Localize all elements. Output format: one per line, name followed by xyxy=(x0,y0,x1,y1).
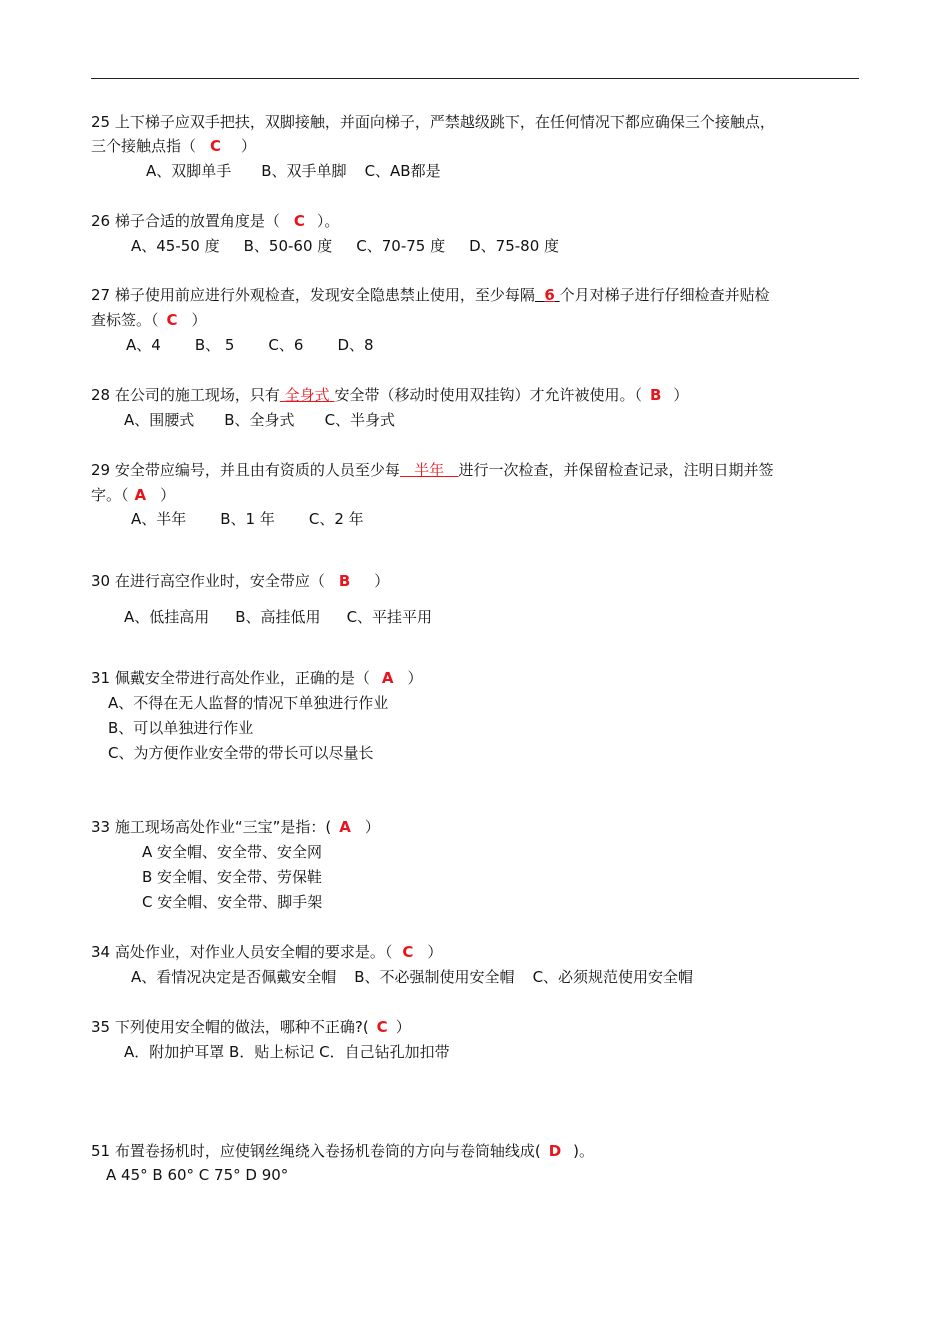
header-rule xyxy=(91,78,859,79)
q26-text: 26 梯子合适的放置角度是（ C ）。 xyxy=(91,212,340,230)
q25-answer: C xyxy=(210,137,222,155)
q29-options: A、半年 B、1 年 C、2 年 xyxy=(131,510,364,528)
q29-answer: A xyxy=(134,486,147,504)
q35-answer: C xyxy=(376,1018,388,1036)
q30-text: 30 在进行高空作业时，安全带应（ B ） xyxy=(91,572,390,590)
q33-text: 33 施工现场高处作业“三宝”是指：( A ） xyxy=(91,818,380,836)
q27-blank: 6 xyxy=(544,286,555,304)
q33-option-a: A 安全帽、安全带、安全网 xyxy=(142,843,323,861)
q31-answer: A xyxy=(381,669,394,687)
q33-option-c: C 安全帽、安全带、脚手架 xyxy=(142,893,323,911)
q51-options: A 45° B 60° C 75° D 90° xyxy=(106,1166,289,1184)
q27-options: A、4 B、 5 C、6 D、8 xyxy=(126,336,374,354)
q29-text-line1: 29 安全带应编号，并且由有资质的人员至少每 半年 进行一次检查，并保留检查记录，注明日期并签 xyxy=(91,461,774,479)
q25-options: A、双脚单手 B、双手单脚 C、AB都是 xyxy=(146,162,441,180)
q51-answer: D xyxy=(548,1142,562,1160)
q30-answer: B xyxy=(338,572,351,590)
q28-options: A、围腰式 B、全身式 C、半身式 xyxy=(124,411,396,429)
q31-option-a: A、不得在无人监督的情况下单独进行作业 xyxy=(108,694,389,712)
q29-blank: 半年 xyxy=(414,461,445,479)
q26-answer: C xyxy=(293,212,305,230)
q31-option-b: B、可以单独进行作业 xyxy=(108,719,254,737)
q28-text: 28 在公司的施工现场，只有 全身式 安全带（移动时使用双挂钩）才允许被使用。（ B ） xyxy=(91,386,689,404)
q25-text-line2: 三个接触点指（ C ） xyxy=(91,137,257,155)
q28-blank: 全身式 xyxy=(284,386,330,404)
q30-options: A、低挂高用 B、高挂低用 C、平挂平用 xyxy=(124,608,433,626)
q33-answer: A xyxy=(339,818,351,836)
q31-text: 31 佩戴安全带进行高处作业，正确的是（ A ） xyxy=(91,669,423,687)
q35-text: 35 下列使用安全帽的做法，哪种不正确?( C ） xyxy=(91,1018,411,1036)
q28-answer: B xyxy=(649,386,662,404)
q51-text: 51 布置卷扬机时，应使钢丝绳绕入卷扬机卷筒的方向与卷筒轴线成( D )。 xyxy=(91,1142,595,1160)
q25-text-line1: 25 上下梯子应双手把扶，双脚接触，并面向梯子，严禁越级跳下，在任何情况下都应确保三个接触点， xyxy=(91,113,775,131)
q34-answer: C xyxy=(402,943,414,961)
q34-text: 34 高处作业，对作业人员安全帽的要求是。（ C ） xyxy=(91,943,443,961)
q34-options: A、看情况决定是否佩戴安全帽 B、不必强制使用安全帽 C、必须规范使用安全帽 xyxy=(131,968,694,986)
q27-text-line2: 查标签。（ C ） xyxy=(91,311,207,329)
q33-option-b: B 安全帽、安全带、劳保鞋 xyxy=(142,868,323,886)
q35-options: A．附加护耳罩 B．贴上标记 C．自己钻孔加扣带 xyxy=(124,1043,450,1061)
q31-option-c: C、为方便作业安全带的带长可以尽量长 xyxy=(108,744,374,762)
q27-answer: C xyxy=(166,311,178,329)
q29-text-line2: 字。（ A ） xyxy=(91,486,176,504)
q26-options: A、45-50 度 B、50-60 度 C、70-75 度 D、75-80 度 xyxy=(131,237,560,255)
q27-text-line1: 27 梯子使用前应进行外观检查，发现安全隐患禁止使用，至少每隔 6 个月对梯子进行仔细检查并贴检 xyxy=(91,286,770,304)
